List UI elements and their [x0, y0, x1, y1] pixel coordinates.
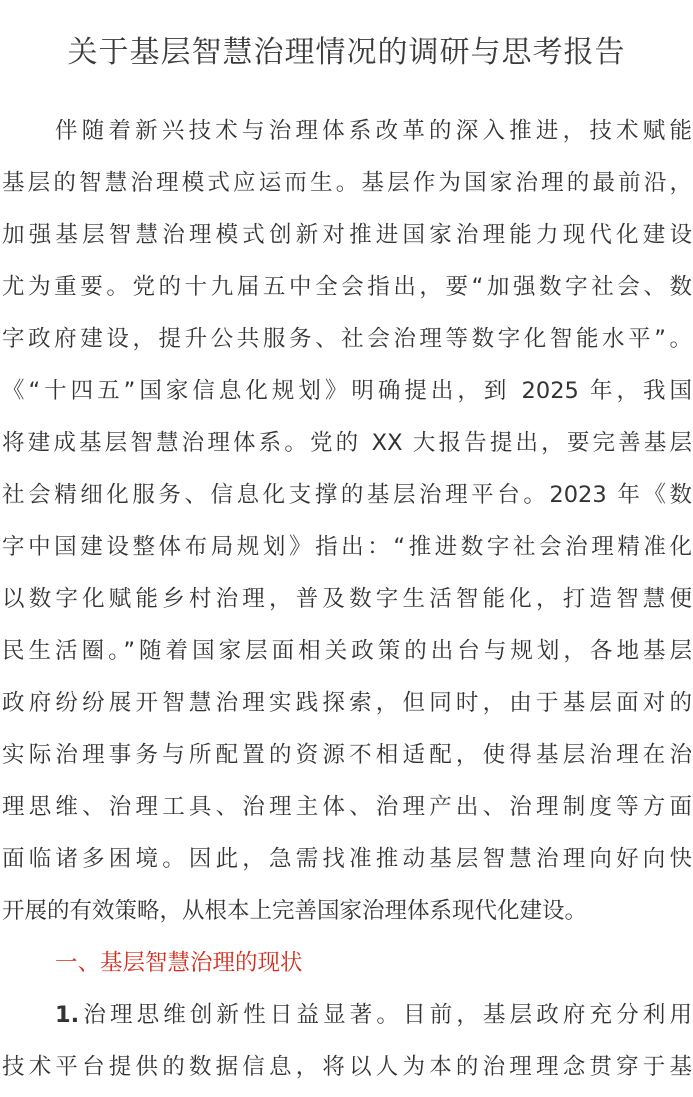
paragraph-line: 面临诸多困境。因此，急需找准推动基层智慧治理向好向快 — [2, 846, 692, 872]
paragraph-line: 理思维、治理工具、治理主体、治理产出、治理制度等方面 — [2, 794, 692, 820]
paragraph-line: 字中国建设整体布局规划》指出：“推进数字社会治理精准化 — [2, 534, 692, 560]
item-1-text: 治理思维创新性日益显著。目前，基层政府充分利用 — [79, 1002, 692, 1028]
paragraph-line: 字政府建设，提升公共服务、社会治理等数字化智能水平”。 — [2, 326, 692, 352]
paragraph-line: 将建成基层智慧治理体系。党的 XX 大报告提出，要完善基层 — [2, 430, 692, 456]
paragraph-line: 实际治理事务与所配置的资源不相适配，使得基层治理在治 — [2, 742, 692, 768]
paragraph-line: 社会精细化服务、信息化支撑的基层治理平台。2023 年《数 — [2, 482, 692, 508]
paragraph-line: 政府纷纷展开智慧治理实践探索，但同时，由于基层面对的 — [2, 690, 692, 716]
paragraph-line: 加强基层智慧治理模式创新对推进国家治理能力现代化建设 — [2, 222, 692, 248]
paragraph-line: 技术平台提供的数据信息，将以人为本的治理理念贯穿于基 — [2, 1054, 692, 1080]
paragraph-line: 以数字化赋能乡村治理，普及数字生活智能化，打造智慧便 — [2, 586, 692, 612]
paragraph-line: 开展的有效策略，从根本上完善国家治理体系现代化建设。 — [2, 898, 588, 924]
paragraph-line: 民生活圈。”随着国家层面相关政策的出台与规划，各地基层 — [2, 638, 692, 664]
item-1-first-line — [55, 1000, 692, 1030]
section-heading: 一、基层智慧治理的现状 — [55, 950, 303, 976]
paragraph-line: 《“十四五”国家信息化规划》明确提出，到 2025 年，我国 — [2, 378, 692, 404]
item-1-number: 1. — [55, 1002, 80, 1028]
paragraph-line: 基层的智慧治理模式应运而生。基层作为国家治理的最前沿， — [2, 170, 692, 196]
document-title: 关于基层智慧治理情况的调研与思考报告 — [67, 35, 626, 70]
paragraph-line: 伴随着新兴技术与治理体系改革的深入推进，技术赋能 — [55, 118, 692, 144]
paragraph-line: 尤为重要。党的十九届五中全会指出，要“加强数字社会、数 — [2, 274, 692, 300]
